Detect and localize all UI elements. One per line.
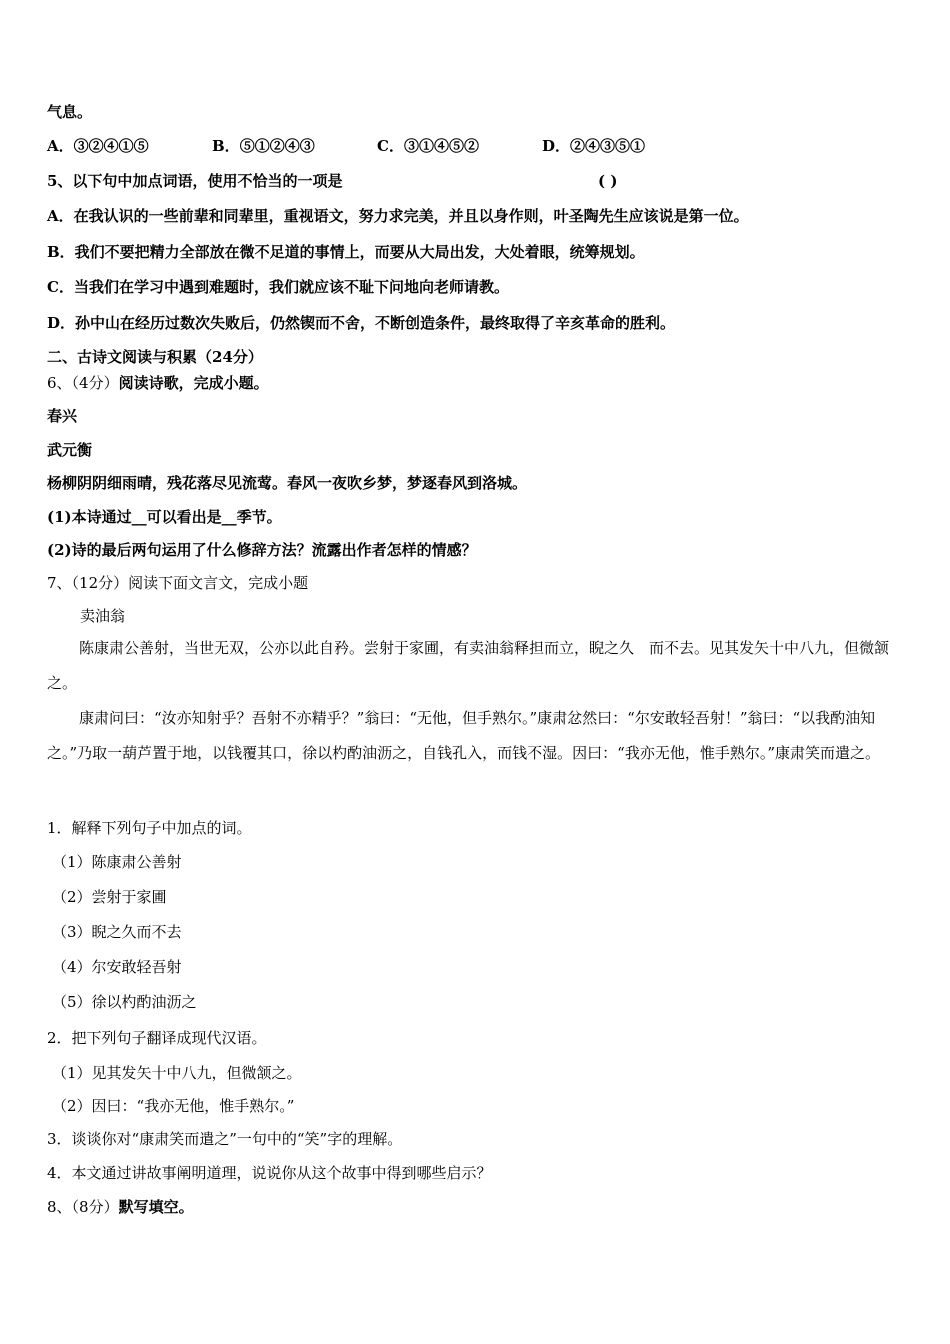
q5-option-c: C．当我们在学习中遇到难题时，我们就应该不耻下问地向老师请教。 [47, 278, 509, 296]
poem-text: 杨柳阴阴细雨晴，残花落尽见流莺。春风一夜吹乡梦，梦逐春风到洛城。 [47, 474, 528, 492]
poem-title: 春兴 [47, 407, 78, 425]
q7-sub4: 4．本文通过讲故事阐明道理，说说你从这个故事中得到哪些启示？ [47, 1164, 492, 1182]
passage-title: 卖油翁 [80, 607, 126, 625]
q6-sub2: (2)诗的最后两句运用了什么修辞方法？流露出作者怎样的情感？ [47, 541, 477, 559]
section-title: 二、古诗文阅读与积累（24分） [47, 348, 263, 366]
q7-sub1-item-5: （5）徐以杓酌油沥之 [52, 993, 197, 1011]
passage-paragraph-1: 陈康肃公善射，当世无双，公亦以此自矜。尝射于家圃，有卖油翁释担而立，睨之久 而不去。见其发矢十中八九，但微颔之。 [47, 639, 890, 692]
q7-sub3: 3．谈谈你对“康肃笑而遣之”一句中的“笑”字的理解。 [47, 1130, 403, 1148]
q6-stem: 6、（4分）阅读诗歌，完成小题。 [47, 374, 269, 392]
q4-option-b: B．⑤①②④③ [212, 137, 315, 155]
q5-option-b: B．我们不要把精力全部放在微不足道的事情上，而要从大局出发，大处着眼，统筹规划。 [47, 243, 645, 261]
q7-stem: 7、（12分）阅读下面文言文，完成小题 [47, 574, 309, 592]
continued-text: 气息。 [47, 103, 93, 121]
q7-sub2-item-1: （1）见其发矢十中八九，但微颔之。 [52, 1064, 302, 1082]
q7-sub1-item-2: （2）尝射于家圃 [52, 888, 167, 906]
q7-sub1-item-3: （3）睨之久而不去 [52, 923, 182, 941]
q7-sub1-item-4: （4）尔安敢轻吾射 [52, 958, 182, 976]
q5-answer-paren: ( ) [598, 172, 618, 190]
poet-name: 武元衡 [47, 441, 93, 459]
passage-paragraph-2: 康肃问曰：“汝亦知射乎？吾射不亦精乎？”翁曰：“无他，但手熟尔。”康肃忿然曰：“尔安敢轻吾射！”翁曰：“以我酌油知之。”乃取一葫芦置于地，以钱覆其口，徐以杓酌油沥之，自钱孔入，而钱不湿。因曰：“我亦无他，惟手熟尔。”康肃笑而遣之。 [47, 709, 881, 762]
q5-option-d: D．孙中山在经历过数次失败后，仍然锲而不舍，不断创造条件，最终取得了辛亥革命的胜利。 [47, 314, 676, 332]
q5-stem: 5、以下句中加点词语，使用不恰当的一项是 [47, 172, 343, 190]
q7-sub1: 1．解释下列句子中加点的词。 [47, 819, 252, 837]
q7-sub2: 2．把下列句子翻译成现代汉语。 [47, 1029, 267, 1047]
q5-option-a: A．在我认识的一些前辈和同辈里，重视语文，努力求完美，并且以身作则，叶圣陶先生应该说是第一位。 [47, 207, 749, 225]
q8-stem: 8、（8分）默写填空。 [47, 1198, 194, 1216]
q7-sub1-item-1: （1）陈康肃公善射 [52, 853, 182, 871]
q7-sub2-item-2: （2）因曰：“我亦无他，惟手熟尔。” [52, 1097, 295, 1115]
q4-option-d: D．②④③⑤① [542, 137, 646, 155]
q6-sub1: (1)本诗通过__可以看出是__季节。 [47, 508, 282, 526]
q4-option-c: C．③①④⑤② [377, 137, 479, 155]
q4-option-a: A．③②④①⑤ [47, 137, 149, 155]
